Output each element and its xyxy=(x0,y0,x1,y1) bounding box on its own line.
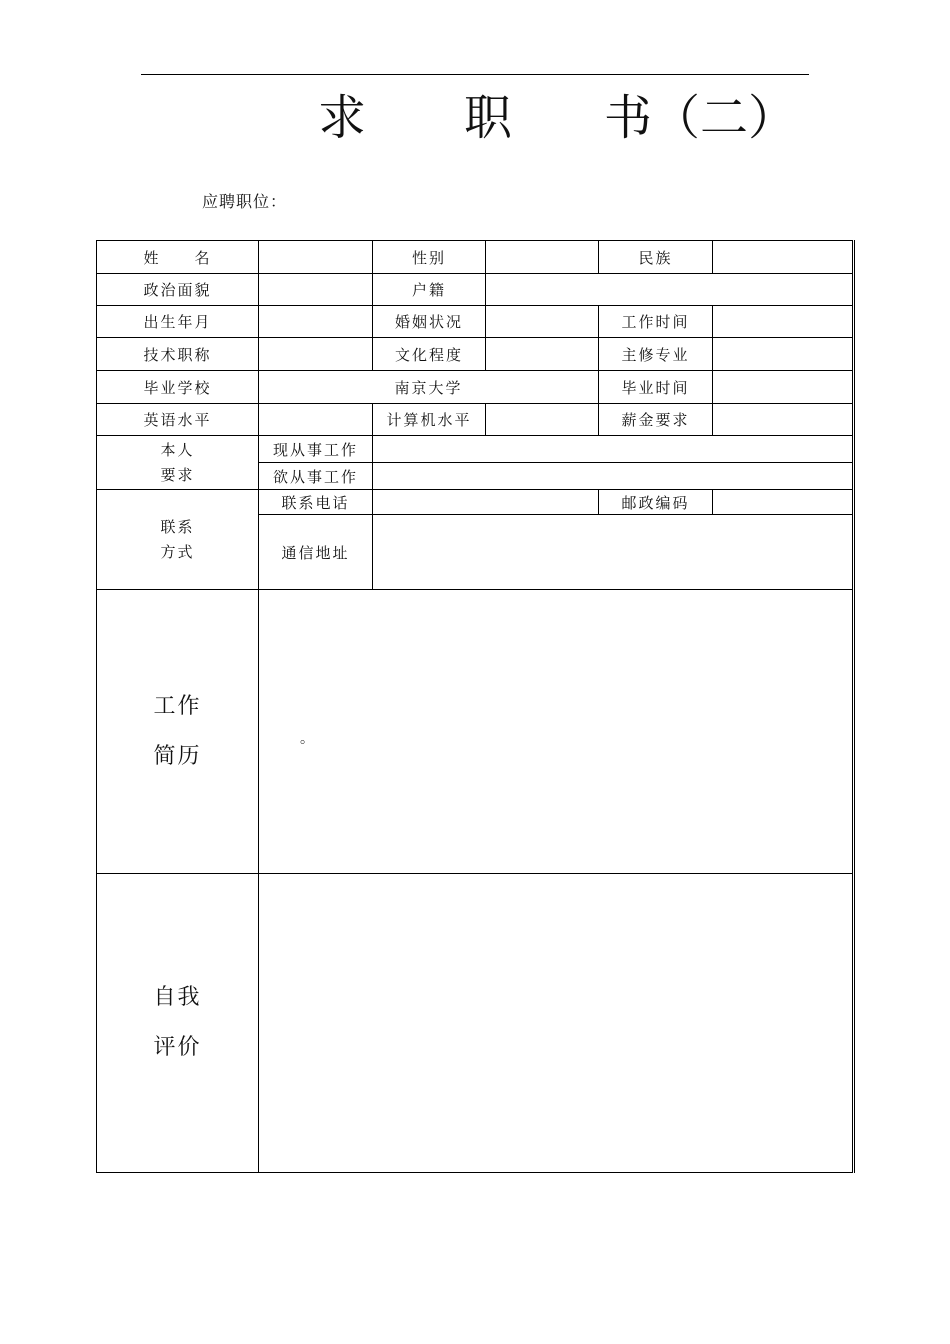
computer-field[interactable] xyxy=(486,404,599,436)
education-label: 文化程度 xyxy=(373,338,486,371)
postcode-field[interactable] xyxy=(713,490,854,515)
resume-field[interactable] xyxy=(259,590,854,874)
top-rule xyxy=(141,74,809,75)
grad-time-label: 毕业时间 xyxy=(599,371,713,404)
resume-mark: 。 xyxy=(300,731,316,747)
current-work-label: 现从事工作 xyxy=(259,436,373,463)
request-label xyxy=(97,436,259,490)
major-field[interactable] xyxy=(713,338,854,371)
marital-label: 婚姻状况 xyxy=(373,306,486,338)
phone-field[interactable] xyxy=(373,490,599,515)
contact-label xyxy=(97,490,259,590)
contact-label-line-2: 方式 xyxy=(160,542,195,561)
work-time-label: 工作时间 xyxy=(599,306,713,338)
request-label-line-1: 本人 xyxy=(160,440,195,459)
page-title xyxy=(318,86,818,150)
application-form xyxy=(96,240,855,1173)
phone-label: 联系电话 xyxy=(259,490,373,515)
education-field[interactable] xyxy=(486,338,599,371)
desired-work-field[interactable] xyxy=(373,463,854,490)
birth-field[interactable] xyxy=(259,306,373,338)
marital-field[interactable] xyxy=(486,306,599,338)
salary-label: 薪金要求 xyxy=(599,404,713,436)
birth-label: 出生年月 xyxy=(97,306,259,338)
self-eval-label-line-1: 自我 xyxy=(153,985,202,1010)
grad-time-field[interactable] xyxy=(713,371,854,404)
computer-label: 计算机水平 xyxy=(373,404,486,436)
name-field[interactable] xyxy=(259,241,373,274)
resume-label-line-2: 简历 xyxy=(153,743,202,769)
work-time-field[interactable] xyxy=(713,306,854,338)
political-label: 政治面貌 xyxy=(97,274,259,306)
resume-label xyxy=(97,590,259,874)
major-label: 主修专业 xyxy=(599,338,713,371)
resume-label-line-1: 工作 xyxy=(153,693,202,719)
title-char-3: 书（二） xyxy=(604,90,797,146)
hukou-field[interactable] xyxy=(486,274,854,306)
school-field[interactable]: 南京大学 xyxy=(259,371,599,404)
ethnicity-field[interactable] xyxy=(713,241,854,274)
self-eval-label xyxy=(97,874,259,1173)
current-work-field[interactable] xyxy=(373,436,854,463)
request-label-line-2: 要求 xyxy=(160,465,195,484)
address-label: 通信地址 xyxy=(259,515,373,590)
position-label: 应聘职位： xyxy=(202,192,288,211)
title-label: 技术职称 xyxy=(97,338,259,371)
salary-field[interactable] xyxy=(713,404,854,436)
title-char-1: 求 xyxy=(318,90,367,146)
english-field[interactable] xyxy=(259,404,373,436)
title-field[interactable] xyxy=(259,338,373,371)
ethnicity-label: 民族 xyxy=(599,241,713,274)
self-eval-field[interactable] xyxy=(259,874,854,1173)
school-label: 毕业学校 xyxy=(97,371,259,404)
political-field[interactable] xyxy=(259,274,373,306)
contact-label-line-1: 联系 xyxy=(160,517,195,536)
english-label: 英语水平 xyxy=(97,404,259,436)
gender-label: 性别 xyxy=(373,241,486,274)
desired-work-label: 欲从事工作 xyxy=(259,463,373,490)
self-eval-label-line-2: 评价 xyxy=(153,1035,202,1060)
gender-field[interactable] xyxy=(486,241,599,274)
address-field[interactable] xyxy=(373,515,854,590)
name-label: 姓 名 xyxy=(97,241,259,274)
title-char-2: 职 xyxy=(464,90,513,146)
postcode-label: 邮政编码 xyxy=(599,490,713,515)
hukou-label: 户籍 xyxy=(373,274,486,306)
